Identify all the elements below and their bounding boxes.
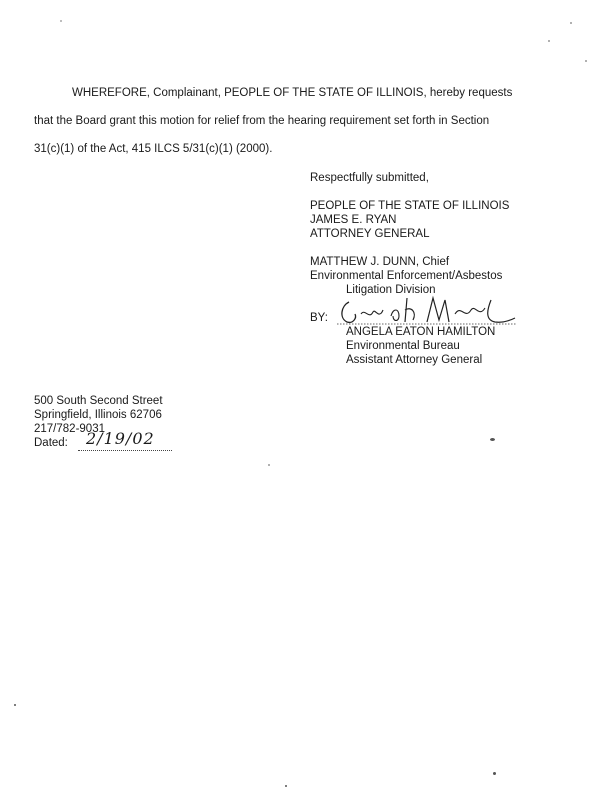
scan-speck — [490, 438, 495, 441]
chief-line-1: MATTHEW J. DUNN, Chief — [310, 256, 450, 268]
dated-label: Dated: — [34, 437, 68, 449]
closing: Respectfully submitted, — [310, 172, 429, 184]
signer-title-2: Assistant Attorney General — [346, 354, 483, 366]
chief-line-3: Litigation Division — [346, 284, 436, 296]
handwritten-signature — [335, 294, 520, 328]
body-line-3: 31(c)(1) of the Act, 415 ILCS 5/31(c)(1) (2000). — [34, 143, 273, 155]
signer-name: ANGELA EATON HAMILTON — [346, 326, 496, 338]
dated-underline — [78, 450, 172, 451]
org-line-3: ATTORNEY GENERAL — [310, 228, 430, 240]
org-line-2: JAMES E. RYAN — [310, 214, 397, 226]
by-label: BY: — [310, 312, 328, 324]
address-city: Springfield, Illinois 62706 — [34, 409, 162, 421]
scan-speck — [548, 40, 550, 42]
scan-speck — [14, 704, 16, 706]
scan-speck — [570, 22, 572, 24]
address-street: 500 South Second Street — [34, 395, 163, 407]
signer-title-1: Environmental Bureau — [346, 340, 460, 352]
address-phone: 217/782-9031 — [34, 423, 105, 435]
scan-speck — [60, 20, 62, 22]
scan-speck — [493, 772, 496, 775]
chief-line-2: Environmental Enforcement/Asbestos — [310, 270, 503, 282]
scan-speck — [285, 785, 287, 787]
scan-speck — [585, 60, 587, 62]
body-line-1: WHEREFORE, Complainant, PEOPLE OF THE STATE OF ILLINOIS, hereby requests — [72, 87, 513, 99]
scan-speck — [268, 464, 270, 466]
body-line-2: that the Board grant this motion for relief from the hearing requirement set forth in Section — [34, 115, 490, 127]
org-line-1: PEOPLE OF THE STATE OF ILLINOIS — [310, 200, 510, 212]
dated-value: 2/19/02 — [86, 429, 155, 448]
